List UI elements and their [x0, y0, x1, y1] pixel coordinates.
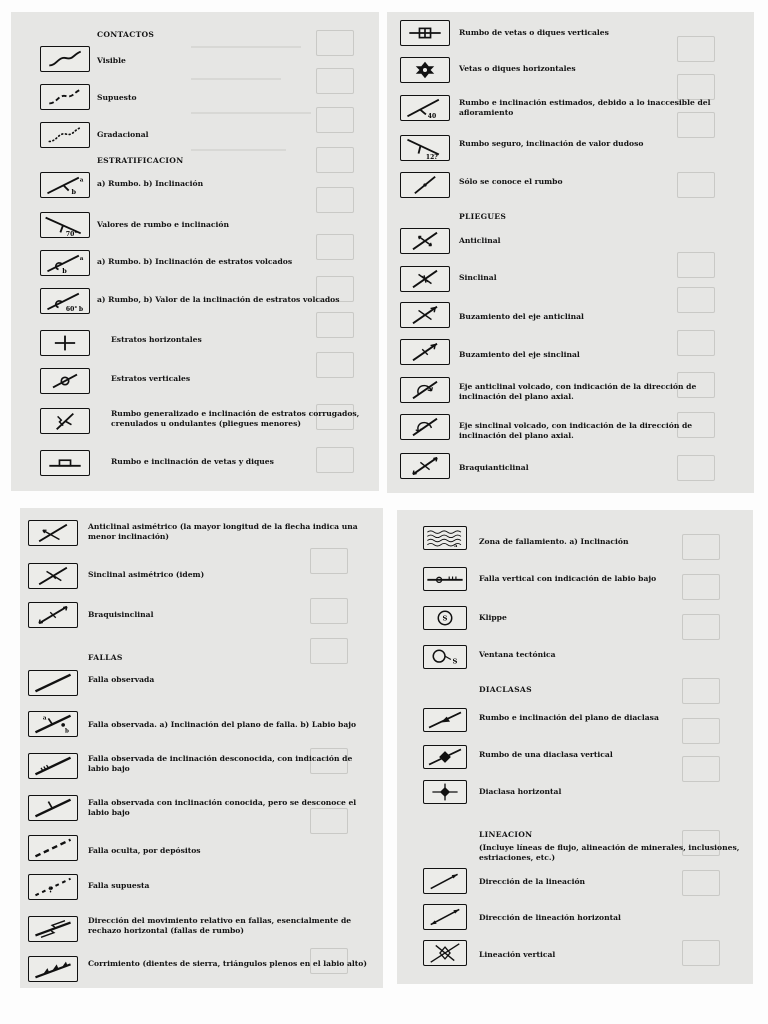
overturned-anticline-icon [400, 377, 450, 403]
legend-label: Rumbo de vetas o diques verticales [459, 28, 609, 37]
vertical-lineation-icon [423, 940, 467, 966]
section-header-diaclasas: DIACLASAS [479, 685, 532, 694]
legend-label: a) Rumbo. b) Inclinación de estratos volcados [97, 257, 293, 266]
legend-label: Rumbo de una diaclasa vertical [479, 750, 613, 759]
anticline-icon [400, 228, 450, 254]
doubtful-dip-icon [400, 135, 450, 161]
svg-text:a: a [42, 715, 47, 722]
legend-label: Anticlinal [459, 236, 501, 245]
contact-gradational-icon [40, 122, 90, 148]
asymmetric-anticline-icon [28, 520, 78, 546]
legend-panel-joints-lineation [397, 510, 753, 984]
horizontal-lineation-icon [423, 904, 467, 930]
legend-label: Corrimiento (dientes de sierra, triángulos plenos en el labio alto) [88, 959, 367, 968]
plunging-anticline-icon [400, 302, 450, 328]
strike-dip-icon [40, 172, 90, 198]
legend-label: a) Rumbo, b) Valor de la inclinación de estratos volcados [97, 295, 340, 304]
legend-label: Sinclinal [459, 273, 497, 282]
brachyanticline-icon [400, 453, 450, 479]
legend-panel-faults [20, 508, 383, 988]
svg-text:a: a [454, 544, 458, 549]
legend-label: Dirección de lineación horizontal [479, 913, 621, 922]
legend-label: Visible [97, 56, 126, 65]
legend-label: Dirección del movimiento relativo en fallas, esencialmente de rechazo horizontal (fallas de rumbo) [88, 916, 352, 935]
fault-zone-icon [423, 526, 467, 550]
legend-label: Supuesto [97, 93, 137, 102]
thrust-fault-icon [28, 956, 78, 982]
section-header-contactos: CONTACTOS [97, 30, 155, 39]
svg-text:b: b [78, 306, 84, 313]
section-header-lineacion: LINEACION [479, 830, 533, 839]
observed-fault-icon [28, 670, 78, 696]
klippe-icon [423, 606, 467, 630]
legend-label: Lineación vertical [479, 950, 556, 959]
strike-dip-value-icon [40, 212, 90, 238]
svg-text:a: a [79, 256, 84, 263]
legend-label: Falla observada con inclinación conocida, pero se desconoce el labio bajo [88, 798, 357, 817]
dip-value: 40 [427, 113, 437, 120]
lineation-direction-icon [423, 868, 467, 894]
legend-label: Rumbo generalizado e inclinación de estratos corrugados, crenulados u ondulantes (pliegues menores) [111, 409, 360, 428]
vertical-joint-icon [423, 745, 467, 769]
fault-unknown-dip-icon [28, 753, 78, 779]
fault-known-dip-icon [28, 795, 78, 821]
legend-label: Braquianticlinal [459, 463, 529, 472]
legend-label: Klippe [479, 613, 507, 622]
overturned-beds-value-icon [40, 288, 90, 314]
legend-label: Falla observada [88, 675, 155, 684]
legend-label: Zona de fallamiento. a) Inclinación [479, 537, 629, 546]
legend-label: Rumbo seguro, inclinación de valor dudoso [459, 139, 644, 148]
legend-label: Rumbo e inclinación del plano de diaclasa [479, 713, 659, 722]
vertical-veins-icon [400, 20, 450, 46]
legend-label: Estratos verticales [111, 374, 191, 383]
legend-label: Falla oculta, por depósitos [88, 846, 201, 855]
klippe-letter: S [442, 614, 448, 623]
legend-label: Dirección de la lineación [479, 877, 586, 886]
legend-label: Buzamiento del eje sinclinal [459, 350, 580, 359]
strike-only-icon [400, 172, 450, 198]
legend-label: Estratos horizontales [111, 335, 202, 344]
legend-label: Buzamiento del eje anticlinal [459, 312, 584, 321]
legend-label: Rumbo e inclinación estimados, debido a lo inaccesible del afloramiento [459, 98, 711, 117]
svg-text:b: b [71, 188, 76, 197]
strike-slip-icon [28, 916, 78, 942]
legend-panel-folds [387, 12, 754, 493]
joint-dip-icon [423, 708, 467, 732]
legend-label: Rumbo e inclinación de vetas y diques [111, 457, 274, 466]
veins-dikes-icon [40, 450, 90, 476]
contact-visible-icon [40, 46, 90, 72]
inferred-fault-icon [28, 874, 78, 900]
section-header-fallas: FALLAS [88, 653, 123, 662]
legend-label: Eje sinclinal volcado, con indicación de la dirección de inclinación del plano axial. [459, 421, 693, 440]
asymmetric-syncline-icon [28, 563, 78, 589]
legend-label: Falla observada. a) Inclinación del plano de falla. b) Labio bajo [88, 720, 357, 729]
estimated-strike-icon [400, 95, 450, 121]
dip-value: 70° [65, 231, 78, 237]
section-header-estratificacion: ESTRATIFICACION [97, 156, 184, 165]
legend-label: Diaclasa horizontal [479, 787, 562, 796]
legend-label: Falla supuesta [88, 881, 150, 890]
lineation-note: (Incluye líneas de flujo, alineación de minerales, inclusiones, estriaciones, etc.) [479, 843, 740, 862]
legend-label: Eje anticlinal volcado, con indicación de la dirección de inclinación del plano axial. [459, 382, 697, 401]
svg-text:b: b [62, 267, 67, 275]
fault-dip-icon [28, 711, 78, 737]
dip-value: 60° [65, 306, 78, 313]
section-header-pliegues: PLIEGUES [459, 212, 507, 221]
legend-label: Ventana tectónica [479, 650, 556, 659]
legend-label: Sólo se conoce el rumbo [459, 177, 563, 186]
legend-label: Gradacional [97, 130, 149, 139]
svg-text:b: b [65, 728, 69, 735]
overturned-beds-icon [40, 250, 90, 276]
legend-label: Falla vertical con indicación de labio bajo [479, 574, 657, 583]
legend-label: a) Rumbo. b) Inclinación [97, 179, 204, 188]
overturned-syncline-icon [400, 414, 450, 440]
contact-inferred-icon [40, 84, 90, 110]
horizontal-veins-icon [400, 57, 450, 83]
svg-text:a: a [79, 177, 84, 184]
vertical-fault-icon [423, 567, 467, 591]
window-letter: S [452, 657, 458, 666]
concealed-fault-icon [28, 835, 78, 861]
tectonic-window-icon [423, 645, 467, 669]
vertical-beds-icon [40, 368, 90, 394]
dip-value: 12? [425, 154, 438, 160]
legend-label: Falla observada de inclinación desconocida, con indicación de labio bajo [88, 754, 353, 773]
horizontal-joint-icon [423, 780, 467, 804]
svg-text:?: ? [48, 884, 54, 895]
legend-label: Vetas o diques horizontales [459, 64, 576, 73]
legend-label: Braquisinclinal [88, 610, 154, 619]
brachysyncline-icon [28, 602, 78, 628]
syncline-icon [400, 266, 450, 292]
horizontal-beds-icon [40, 330, 90, 356]
legend-label: Anticlinal asimétrico (la mayor longitud de la flecha indica una menor inclinación) [88, 522, 358, 541]
legend-panel-contacts-strata [11, 12, 379, 491]
crenulated-beds-icon [40, 408, 90, 434]
plunging-syncline-icon [400, 339, 450, 365]
legend-label: Sinclinal asimétrico (idem) [88, 570, 205, 579]
legend-label: Valores de rumbo e inclinación [97, 220, 229, 229]
